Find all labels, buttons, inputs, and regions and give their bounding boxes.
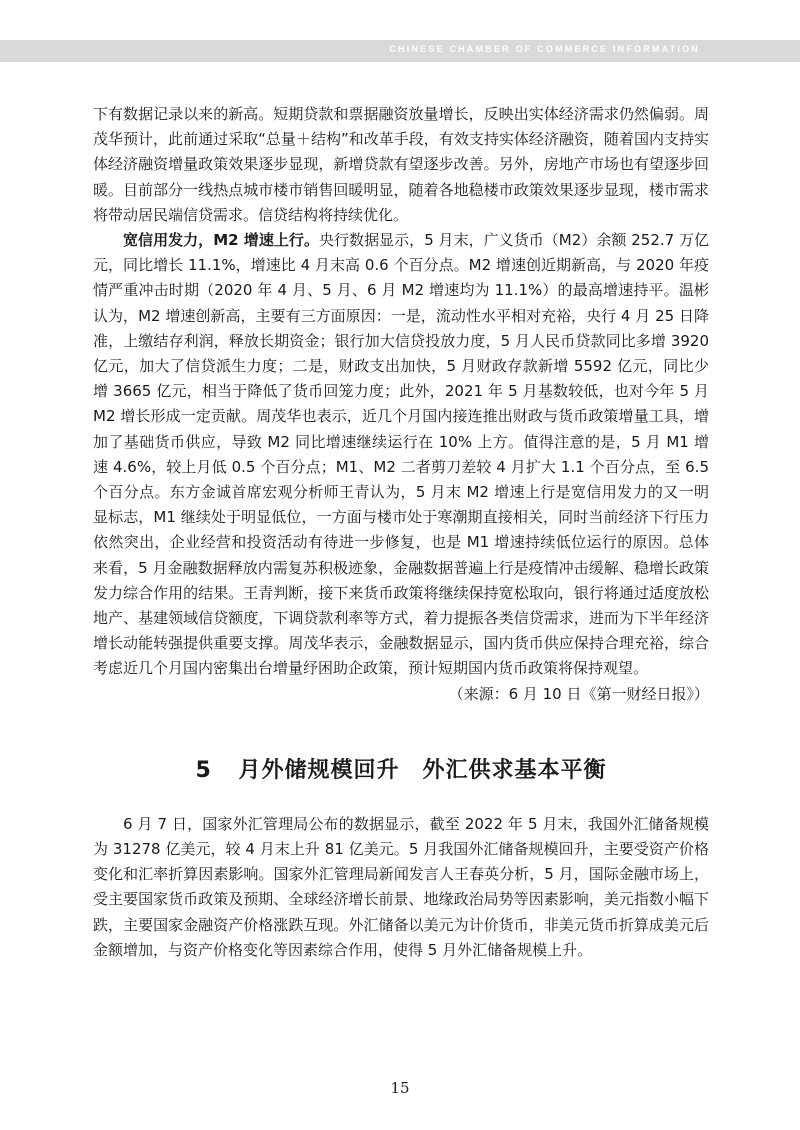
paragraph-lead: 宽信用发力，M2 增速上行。 [123,231,319,250]
page-number: 15 [390,1079,410,1097]
source-citation: （来源：6 月 10 日《第一财经日报》） [448,684,709,703]
article2-paragraph-1: 6 月 7 日，国家外汇管理局公布的数据显示，截至 2022 年 5 月末，我国外汇储备规模为 31278 亿美元，较 4 月末上升 81 亿美元。5 月我国外汇储备规模回升，主要受资产价格变化和汇率折算因素影响。国家外汇管理局新闻发言人王春英分析，5 月，国际金融市场上，受主要国家货币政策及预期、全球经济增长前景、地缘政治局势等因素影响，美元指数小幅下跌，主要国家金融资产价格涨跌互现。外汇储备以美元为计价货币，非美元货币折算成美元后金额增加，与资产价格变化等因素综合作用，使得 5 月外汇储备规模上升。 [93,814,709,959]
header-title: CHINESE CHAMBER OF COMMERCE INFORMATION [389,44,700,54]
article1-paragraph-1: 下有数据记录以来的新高。短期贷款和票据融资放量增长，反映出实体经济需求仍然偏弱。周茂华预计，此前通过采取“总量＋结构”和改革手段，有效支持实体经济融资，随着国内支持实体经济融资增量政策效果逐步显现，新增贷款有望逐步改善。另外，房地产市场也有望逐步回暖。目前部分一线热点城市楼市销售回暖明显，随着各地稳楼市政策效果逐步显现，楼市需求将带动居民端信贷需求。信贷结构将持续优化。 [93,105,709,224]
section-title: 5 月外储规模回升 外汇供求基本平衡 [195,757,607,783]
article1-paragraph-2 [93,228,709,682]
page-body [93,102,709,963]
paragraph-body: 央行数据显示，5 月末，广义货币（M2）余额 252.7 万亿元，同比增长 11.1%，增速比 4 月末高 0.6 个百分点。M2 增速创近期新高，与 2020 年疫情严重冲击时期（2020 年 4 月、5 月、6 月 M2 增速均为 11.1%）的最高增速持平。温彬认为，M2 增速创新高，主要有三方面原因：一是，流动性水平相对充裕，央行 4 月 25 日降准，上缴结存利润，释放长期资金；银行加大信贷投放力度，5 月人民币贷款同比多增 3920 亿元，加大了信贷派生力度；二是，财政支出加快，5 月财政存款新增 5592 亿元，同比少增 3665 亿元，相当于降低了货币回笼力度；此外，2021 年 5 月基数较低，也对今年 5 月 M2 增长形成一定贡献。周茂华也表示，近几个月国内接连推出财政与货币政策增量工具，增加了基础货币供应，导致 M2 同比增速继续运行在 10% 上方。值得注意的是，5 月 M1 增速 4.6%，较上月低 0.5 个百分点；M1、M2 二者剪刀差较 4 月扩大 1.1 个百分点，至 6.5 个百分点。东方金诚首席宏观分析师王青认为，5 月末 M2 增速上行是宽信用发力的又一明显标志，M1 继续处于明显低位，一方面与楼市处于寒潮期直接相关，同时当前经济下行压力依然突出，企业经营和投资活动有待进一步修复，也是 M1 增速持续低位运行的原因。总体来看，5 月金融数据释放内需复苏积极迹象，金融数据普遍上行是疫情冲击缓解、稳增长政策发力综合作用的结果。王青判断，接下来货币政策将继续保持宽松取向，银行将通过适度放松地产、基建领域信贷额度，下调贷款利率等方式，着力提振各类信贷需求，进而为下半年经济增长动能转强提供重要支撑。周茂华表示，金融数据显示，国内货币供应保持合理充裕，综合考虑近几个月国内密集出台增量纾困助企政策，预计短期国内货币政策将保持观望。 [93,231,710,678]
